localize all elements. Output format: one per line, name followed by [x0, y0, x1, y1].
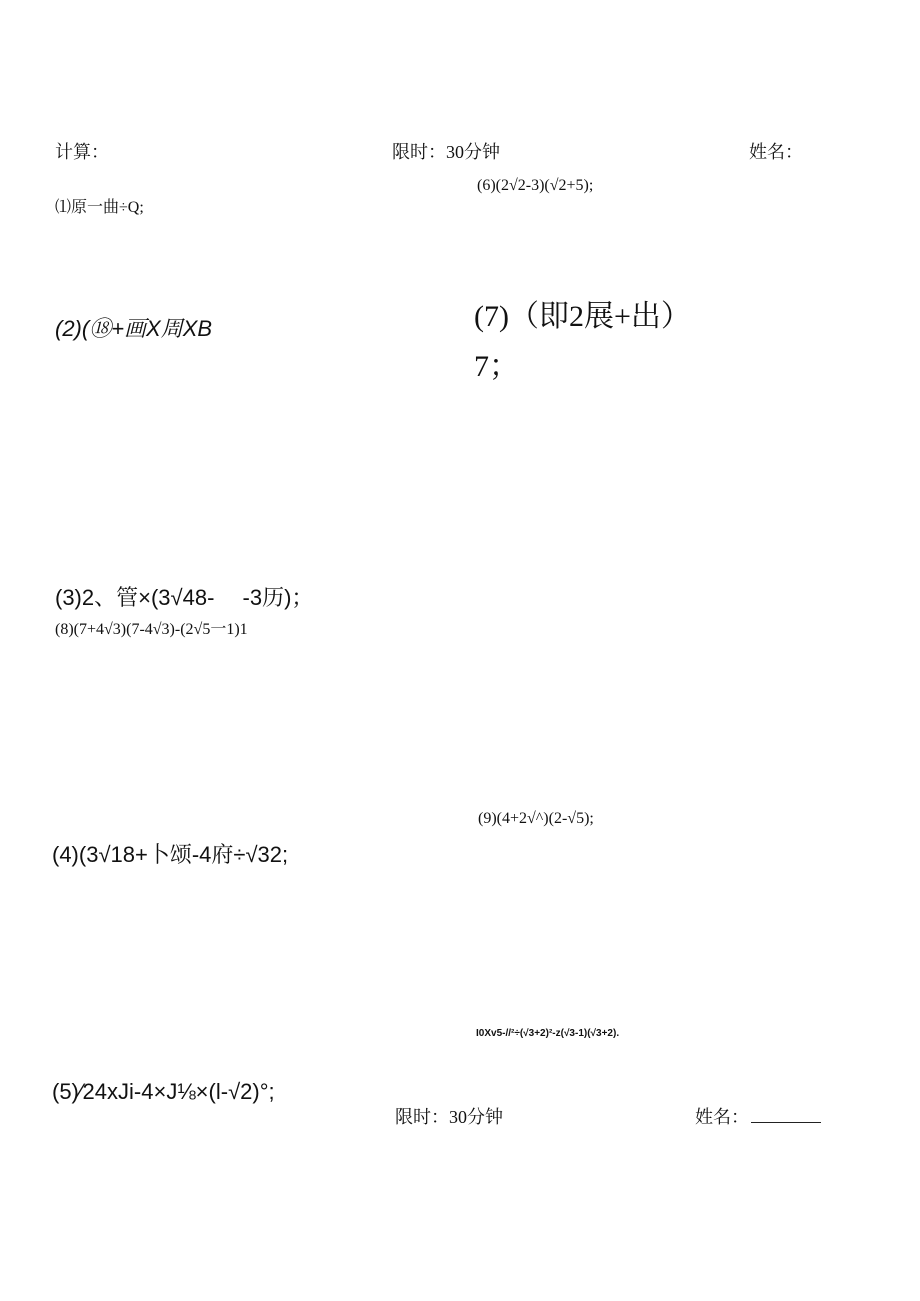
problem-3: (3)2、管×(3√48- -3历)；	[55, 585, 314, 610]
time-limit-label: 限时：30分钟	[392, 142, 500, 162]
problem-6: (6)(2√2-3)(√2+5);	[477, 177, 594, 194]
footer-name-field	[695, 1108, 821, 1126]
problem-4: (4)(3√18+卜颂-4府÷√32;	[52, 842, 289, 867]
problem-1: ⑴原一曲÷Q;	[55, 199, 144, 216]
name-blank-line	[751, 1108, 821, 1123]
problem-9: (9)(4+2√^)(2-√5);	[478, 810, 594, 827]
problem-7-line1: (7)（即2展+出）	[474, 300, 691, 333]
footer-name-label: 姓名：	[695, 1107, 749, 1127]
problem-7-line2: 7；	[474, 350, 519, 383]
problem-5: (5)⁄24xJi-4×J⅛×(l-√2)°;	[52, 1079, 275, 1104]
problem-8: (8)(7+4√3)(7-4√3)-(2√5一1)1	[55, 621, 248, 638]
compute-label: 计算：	[55, 142, 109, 162]
name-label: 姓名：	[749, 142, 803, 162]
problem-2: (2)(⑱+画X周XB	[55, 316, 213, 341]
problem-10: I0Xv5-//²÷(√3+2)²-z(√3-1)(√3+2).	[476, 1028, 620, 1039]
footer-time-limit-label: 限时：30分钟	[395, 1107, 503, 1127]
